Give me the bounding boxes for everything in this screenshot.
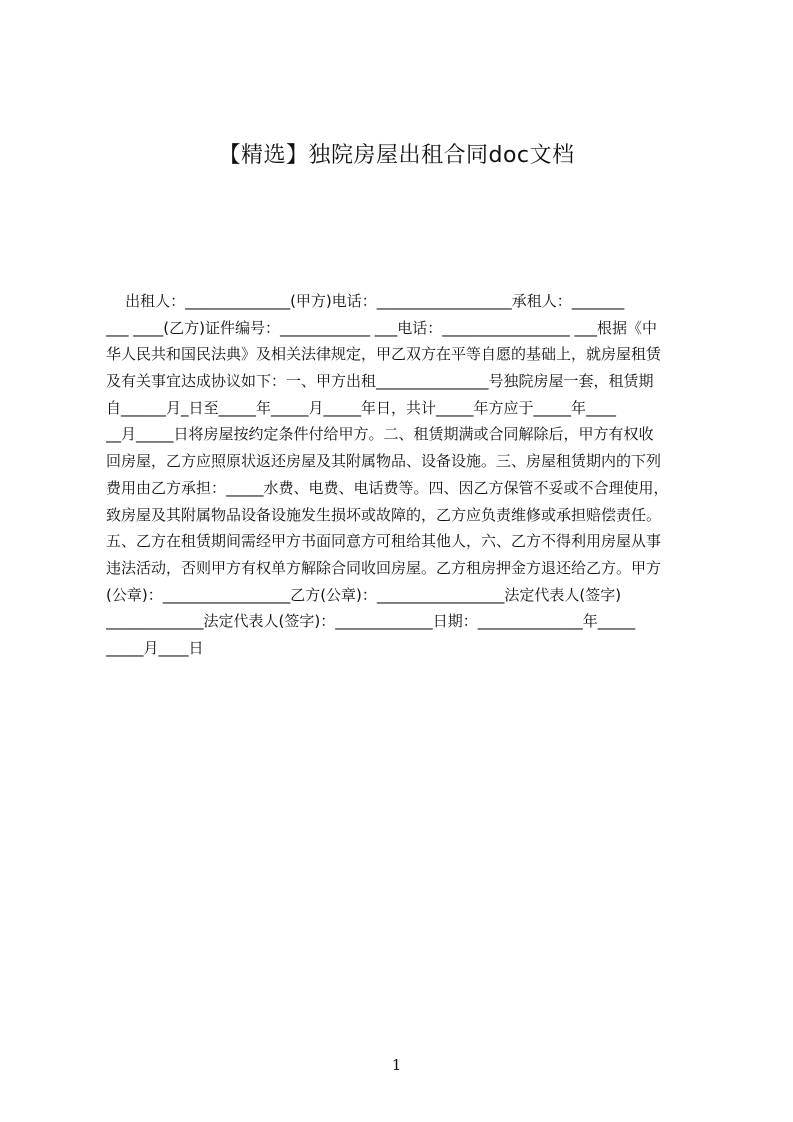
body-line-3: 华人民共和国民法典》及相关法律规定，甲乙双方在平等自愿的基础上，就房屋租赁: [106, 345, 662, 364]
body-line-4: 及有关事宜达成协议如下：一、甲方出租_______________号独院房屋一套，租赁期: [106, 372, 654, 391]
body-line-6: __月_____日将房屋按约定条件付给甲方。二、租赁期满或合同解除后，甲方有权收: [106, 425, 654, 444]
body-line-14: _____月____日: [106, 638, 204, 657]
body-line-1: 出租人：______________(甲方)电话：__________________承租人：_______: [106, 292, 625, 310]
body-line-9: 致房屋及其附属物品设备设施发生损坏或故障的，乙方应负责维修或承担赔偿责任。: [106, 505, 662, 524]
body-line-13: _____________法定代表人(签字)：_____________日期：______________年_____: [106, 612, 636, 631]
body-line-5: 自______月_日至_____年_____月_____年日，共计_____年方应于_____年____: [106, 398, 617, 417]
body-line-11: 违法活动，否则甲方有权单方解除合同收回房屋。乙方租房押金方退还给乙方。甲方: [106, 558, 662, 577]
body-line-12: (公章)：_________________乙方(公章)：_________________法定代表人(签字): [106, 585, 622, 604]
contract-body: [106, 288, 698, 662]
body-line-10: 五、乙方在租赁期间需经甲方书面同意方可租给其他人，六、乙方不得利用房屋从事: [106, 532, 662, 551]
body-line-7: 回房屋，乙方应照原状返还房屋及其附属物品、设备设施。三、房屋租赁期内的下列: [106, 452, 662, 471]
document-title: 【精选】独院房屋出租合同doc文档: [218, 143, 575, 168]
body-line-8: 费用由乙方承担：_____水费、电费、电话费等。四、因乙方保管不妥或不合理使用，: [106, 478, 669, 497]
body-line-2: ___ ____(乙方)证件编号：____________ ___电话：_________________ ___根据《中: [106, 318, 658, 337]
page-number: 1: [391, 1056, 402, 1074]
